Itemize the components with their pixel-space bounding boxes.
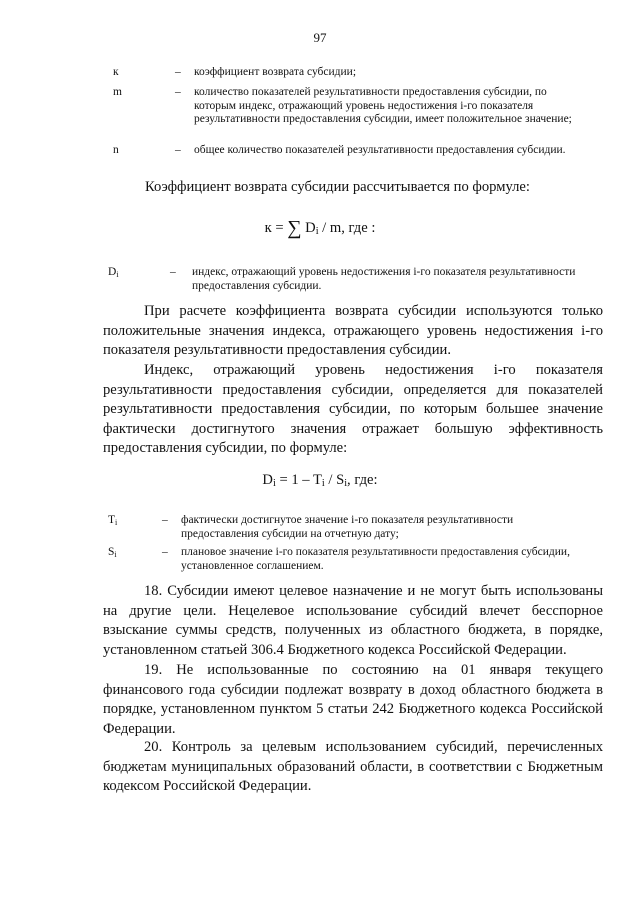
definition-symbol: $D_i$ [108,266,119,279]
definition-text: коэффициент возврата субсидии; [194,66,357,78]
definition-dash: – [175,144,181,156]
definition-text: общее количество показателей результативности предоставления субсидии. [194,144,566,156]
formula2-s-sub: i [344,478,348,489]
paragraph-19: 19. Не использованные по состоянию на 01 января текущего финансового года субсидии подлежат возврату в доход областного бюджета в порядке, установленном пунктом 5 статьи 242 Бюджетного кодекса Российской Федерации. [103,662,603,737]
sigma-icon: ∑ [287,217,302,239]
page-number: 97 [313,30,327,45]
definition-m [113,86,613,142]
definition-symbol: к [113,66,119,78]
paragraph-20: 20. Контроль за целевым использованием субсидий, перечисленных бюджетам муниципальных образований области, в соответствии с Бюджетным кодексом Российской Федерации. [103,739,603,794]
definition-symbol: n [113,144,119,156]
formula2-t-sub: i [321,478,325,489]
definition-text: фактически достигнутое значение i-го показателя результативности предоставления субсидии на отчетную дату; [181,514,514,540]
formula1-d-sub: i [315,226,319,237]
formula-1 [0,217,640,239]
formula1-intro: Коэффициент возврата субсидии рассчитывается по формуле: [145,179,530,195]
paragraph-18: 18. Субсидии имеют целевое назначение и не могут быть использованы на другие цели. Нецелевое использование субсидий влечет бесспорное взыскание суммы средств, полученных из областного бюджета, в порядке, установленном статьей 306.4 Бюджетного кодекса Российской Федерации. [103,583,603,658]
definition-dash: – [162,546,168,558]
definition-text: индекс, отражающий уровень недостижения i-го показателя результативности предоставления субсидии. [192,266,576,292]
formula2-slash: / S [324,472,345,488]
definition-text: количество показателей результативности предоставления субсидии, по которым индекс, отражающий уровень недостижения i-го показателя результативности предоставления субсидии, имеет положительное значение; [194,86,572,125]
formula1-lhs: к = [264,220,288,236]
definition-dash: – [175,86,181,98]
definition-text: плановое значение i-го показателя результативности предоставления субсидии, установленное соглашением. [181,546,570,572]
formula-2 [0,472,640,489]
formula1-rest: / m, где : [318,220,376,236]
definition-di [108,266,608,294]
definition-dash: – [162,514,168,526]
definition-n [113,144,613,172]
definition-symbol: $S_i$ [108,546,117,559]
paragraph-index-definition: Индекс, отражающий уровень недостижения i-го показателя результативности предоставления субсидии, определяется для показателей результативности предоставления субсидии, по которым большее значение фактически достигнутого значения отражает большую эффективность предоставления субсидии, по формуле: [103,362,603,456]
definition-k [113,66,613,80]
formula2-mid: = 1 – T [275,472,322,488]
formula2-d: D [262,472,273,488]
definition-ti [108,514,608,542]
paragraph-positive-values: При расчете коэффициента возврата субсидии используются только положительные значения индекса, отражающего уровень недостижения i-го показателя результативности предоставления субсидии. [103,303,603,358]
definition-si [108,546,608,574]
definition-symbol: m [113,86,122,98]
formula1-d: D [305,220,316,236]
definition-dash: – [175,66,181,78]
formula2-end: , где: [347,472,378,488]
definition-dash: – [170,266,176,278]
definition-symbol: $T_i$ [108,514,118,527]
formula2-d-sub: i [272,478,276,489]
